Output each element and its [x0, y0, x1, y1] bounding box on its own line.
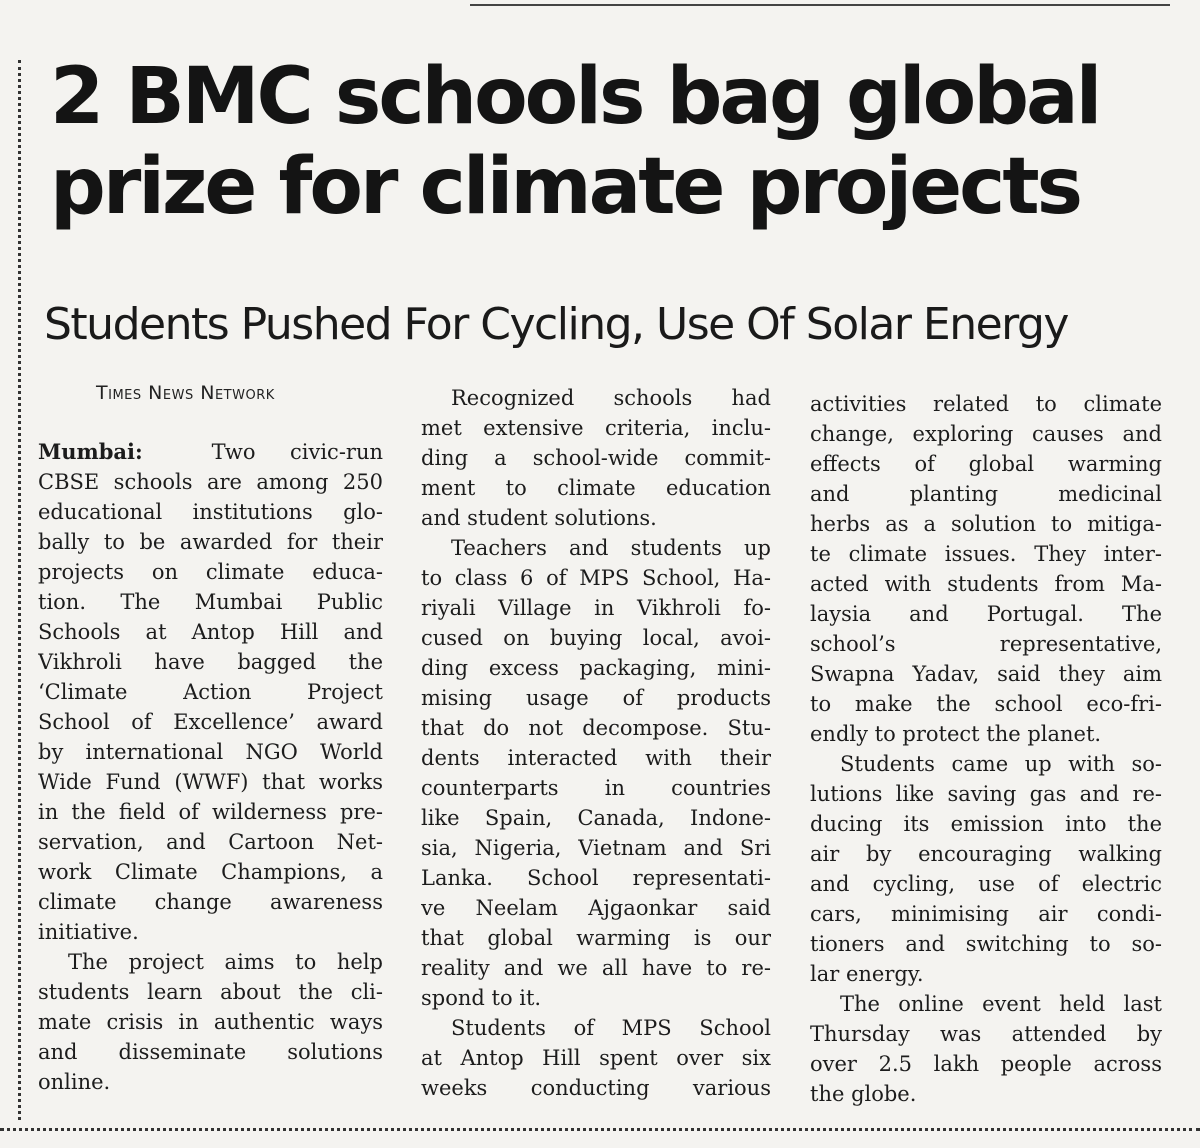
text-line: endly to protect the planet.: [810, 722, 1102, 746]
top-rule: [470, 4, 1170, 6]
text-line: school’s representative,: [810, 632, 1162, 656]
text-line: sia, Nigeria, Vietnam and Sri: [421, 836, 771, 860]
text-line: climate change awareness: [38, 890, 383, 914]
article-column-1: [38, 437, 383, 1097]
text-line: ‘Climate Action Project: [38, 680, 383, 704]
text-line: laysia and Portugal. The: [810, 602, 1162, 626]
text-line: to class 6 of MPS School, Ha-: [421, 566, 771, 590]
text-line: Recognized schools had: [451, 386, 771, 410]
text-line: online.: [38, 1070, 111, 1094]
text-line: Schools at Antop Hill and: [38, 620, 383, 644]
text-line: Swapna Yadav, said they aim: [810, 662, 1162, 686]
text-line: and disseminate solutions: [38, 1040, 383, 1064]
text-line: students learn about the cli-: [38, 980, 383, 1004]
text-line: dents interacted with their: [421, 746, 771, 770]
text-line: air by encouraging walking: [810, 842, 1162, 866]
text-line: acted with students from Ma-: [810, 572, 1162, 596]
text-line: bally to be awarded for their: [38, 530, 383, 554]
text-line: work Climate Champions, a: [38, 860, 383, 884]
article-column-3: [810, 389, 1162, 1109]
text-line: and cycling, use of electric: [810, 872, 1162, 896]
text-line: ding a school-wide commit-: [421, 446, 771, 470]
text-line: projects on climate educa-: [38, 560, 383, 584]
text-line: educational institutions glo-: [38, 500, 383, 524]
text-line: CBSE schools are among 250: [38, 470, 383, 494]
article-column-2: [421, 383, 771, 1103]
text-line: weeks conducting various: [421, 1076, 771, 1100]
headline-line-1: 2 BMC schools bag global: [50, 52, 1100, 142]
text-line: effects of global warming: [810, 452, 1162, 476]
column-dotted-border: [18, 60, 21, 1120]
text-line: The online event held last: [840, 992, 1162, 1016]
text-line: in the field of wilderness pre-: [38, 800, 383, 824]
text-line: mate crisis in authentic ways: [38, 1010, 383, 1034]
text-line: servation, and Cartoon Net-: [38, 830, 383, 854]
text-line: that global warming is our: [421, 926, 771, 950]
byline: Times News Network: [96, 382, 275, 404]
headline: [50, 52, 1160, 232]
text-line: Students of MPS School: [451, 1016, 771, 1040]
text-line: initiative.: [38, 920, 139, 944]
text-line: reality and we all have to re-: [421, 956, 771, 980]
subheadline: Students Pushed For Cycling, Use Of Solar Energy: [44, 299, 1068, 350]
text-line: ducing its emission into the: [810, 812, 1162, 836]
text-line: the globe.: [810, 1082, 917, 1106]
text-line: riyali Village in Vikhroli fo-: [421, 596, 771, 620]
text-line: met extensive criteria, inclu-: [421, 416, 771, 440]
text-line: ment to climate education: [421, 476, 771, 500]
text-line: change, exploring causes and: [810, 422, 1162, 446]
text-line: counterparts in countries: [421, 776, 771, 800]
text-line: and planting medicinal: [810, 482, 1162, 506]
text-line: Wide Fund (WWF) that works: [38, 770, 383, 794]
text-line: cused on buying local, avoi-: [421, 626, 771, 650]
text-line: Lanka. School representati-: [421, 866, 771, 890]
text-line: Teachers and students up: [451, 536, 771, 560]
text-line: over 2.5 lakh people across: [810, 1052, 1162, 1076]
text-line: Students came up with so-: [840, 752, 1162, 776]
dateline: Mumbai:: [38, 439, 143, 464]
text-line: ve Neelam Ajgaonkar said: [421, 896, 771, 920]
text-line: mising usage of products: [421, 686, 771, 710]
headline-line-2: prize for climate projects: [50, 142, 1081, 232]
text-line: by international NGO World: [38, 740, 383, 764]
text-line: lar energy.: [810, 962, 924, 986]
text-line: te climate issues. They inter-: [810, 542, 1162, 566]
text-line: that do not decompose. Stu-: [421, 716, 771, 740]
text-line: spond to it.: [421, 986, 542, 1010]
text-line: tion. The Mumbai Public: [38, 590, 383, 614]
text-line: Vikhroli have bagged the: [38, 650, 383, 674]
text-line: Mumbai: Two civic-run: [38, 439, 383, 464]
text-line: tioners and switching to so-: [810, 932, 1162, 956]
text-line: at Antop Hill spent over six: [421, 1046, 771, 1070]
text-line: herbs as a solution to mitiga-: [810, 512, 1162, 536]
text-line: Thursday was attended by: [810, 1022, 1162, 1046]
text-line: The project aims to help: [68, 950, 383, 974]
bottom-dotted-border: [0, 1128, 1200, 1131]
text-line: and student solutions.: [421, 506, 657, 530]
text-line: ding excess packaging, mini-: [421, 656, 771, 680]
text-line: lutions like saving gas and re-: [810, 782, 1162, 806]
text-line: like Spain, Canada, Indone-: [421, 806, 771, 830]
text-line: cars, minimising air condi-: [810, 902, 1162, 926]
text-line: activities related to climate: [810, 392, 1162, 416]
text-line: School of Excellence’ award: [38, 710, 383, 734]
text-line: to make the school eco-fri-: [810, 692, 1162, 716]
